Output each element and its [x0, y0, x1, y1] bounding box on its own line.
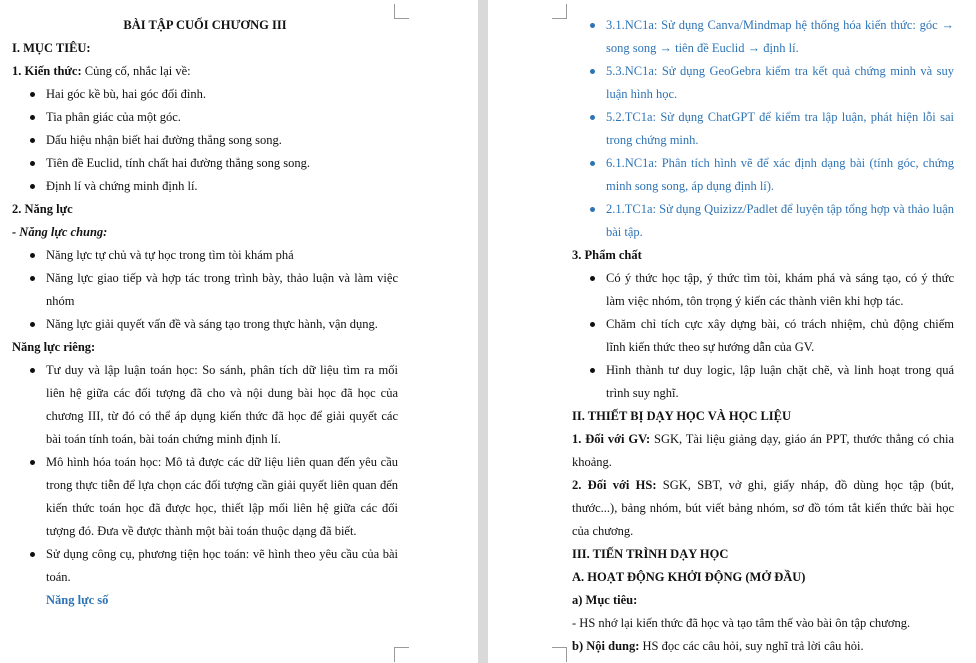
page-corner-marker	[552, 4, 567, 19]
goal-text: - HS nhớ lại kiến thức đã học và tạo tâm thế vào bài ôn tập chương.	[572, 616, 911, 630]
list-item: Chăm chỉ tích cực xây dựng bài, có trách nhiệm, chủ động chiếm lĩnh kiến thức theo sự hướng dẫn của GV.	[572, 313, 954, 359]
left-page-content	[12, 14, 398, 612]
document-page-left	[0, 0, 478, 663]
teacher-materials	[572, 428, 954, 474]
section-heading-process: III. TIẾN TRÌNH DẠY HỌC	[572, 547, 729, 561]
list-item: 3.1.NC1a: Sử dụng Canva/Mindmap hệ thống hóa kiến thức: góc → song song → tiên đề Euclid → định lí.	[572, 14, 954, 60]
list-item: Tư duy và lập luận toán học: So sánh, phân tích dữ liệu tìm ra mối liên hệ giữa các đối tượng đã cho và nội dung bài học đã học của chương III, từ đó có thể áp dụng kiến thức đã học để giải quyết các bài toán tính toán, bài toán chứng minh định lí.	[12, 359, 398, 451]
content-label: b) Nội dung:	[572, 639, 640, 653]
list-item: Có ý thức học tập, ý thức tìm tòi, khám phá và sáng tạo, có ý thức làm việc nhóm, tôn trọng ý kiến các thành viên khi hợp tác.	[572, 267, 954, 313]
list-item: 5.3.NC1a: Sử dụng GeoGebra kiểm tra kết quả chứng minh và suy luận hình học.	[572, 60, 954, 106]
list-item: Tia phân giác của một góc.	[12, 106, 398, 129]
digital-ability-list	[572, 14, 954, 244]
digital-ability-heading: Năng lực số	[46, 593, 109, 607]
page-gap	[478, 0, 488, 663]
list-item: Dấu hiệu nhận biết hai đường thẳng song song.	[12, 129, 398, 152]
general-ability-heading: - Năng lực chung:	[12, 225, 108, 239]
list-item: Năng lực giải quyết vấn đề và sáng tạo trong thực hành, vận dụng.	[12, 313, 398, 336]
quality-heading: 3. Phẩm chất	[572, 248, 642, 262]
goal-label: a) Mục tiêu:	[572, 593, 638, 607]
quality-list	[572, 267, 954, 405]
list-item: Năng lực giao tiếp và hợp tác trong trình bày, thảo luận và làm việc nhóm	[12, 267, 398, 313]
list-item: Mô hình hóa toán học: Mô tả được các dữ liệu liên quan đến yêu cầu trong thực tiễn để lựa chọn các đối tượng cần giải quyết liên quan đến kiến thức toán học đã được học, thiết lập mối liên hệ giữa các đối tượng đó. Đưa về được thành một bài toán thuộc dạng đã biết.	[12, 451, 398, 543]
page-corner-marker	[394, 647, 409, 662]
specific-ability-list	[12, 359, 398, 589]
content-line	[572, 635, 954, 658]
list-item: Sử dụng công cụ, phương tiện học toán: vẽ hình theo yêu cầu của bài toán.	[12, 543, 398, 589]
knowledge-label: 1. Kiến thức:	[12, 64, 82, 78]
knowledge-list	[12, 83, 398, 198]
list-item: Tiên đề Euclid, tính chất hai đường thẳng song song.	[12, 152, 398, 175]
teacher-label: 1. Đối với GV:	[572, 432, 651, 446]
list-item: Hình thành tư duy logic, lập luận chặt chẽ, và linh hoạt trong quá trình suy nghĩ.	[572, 359, 954, 405]
list-item: Hai góc kề bù, hai góc đối đỉnh.	[12, 83, 398, 106]
section-heading-equipment: II. THIẾT BỊ DẠY HỌC VÀ HỌC LIỆU	[572, 409, 792, 423]
content-text: HS đọc các câu hỏi, suy nghĩ trả lời câu hỏi.	[642, 639, 864, 653]
student-materials	[572, 474, 954, 543]
right-page-content	[572, 14, 954, 658]
activity-heading: A. HOẠT ĐỘNG KHỞI ĐỘNG (MỞ ĐẦU)	[572, 570, 806, 584]
knowledge-intro: Củng cố, nhắc lại về:	[84, 64, 191, 78]
document-title: BÀI TẬP CUỐI CHƯƠNG III	[123, 18, 287, 32]
ability-heading: 2. Năng lực	[12, 202, 73, 216]
specific-ability-heading: Năng lực riêng:	[12, 340, 96, 354]
teacher-text: SGK, Tài liệu giảng dạy, giáo án PPT, thước thẳng có chia khoảng.	[572, 432, 955, 469]
list-item: 2.1.TC1a: Sử dụng Quizizz/Padlet để luyện tập tổng hợp và thảo luận bài tập.	[572, 198, 954, 244]
list-item: 5.2.TC1a: Sử dụng ChatGPT để kiểm tra lập luận, phát hiện lỗi sai trong chứng minh.	[572, 106, 954, 152]
document-page-right	[488, 0, 976, 663]
list-item: Năng lực tự chủ và tự học trong tìm tòi khám phá	[12, 244, 398, 267]
student-label: 2. Đối với HS:	[572, 478, 657, 492]
student-text: SGK, SBT, vở ghi, giấy nháp, đồ dùng học tập (bút, thước...), bảng nhóm, bút viết bảng nhóm, sơ đồ tóm tắt kiến thức bài học của chương.	[572, 478, 954, 538]
page-corner-marker	[552, 647, 567, 662]
list-item: 6.1.NC1a: Phân tích hình vẽ để xác định dạng bài (tính góc, chứng minh song song, áp dụng định lí).	[572, 152, 954, 198]
list-item: Định lí và chứng minh định lí.	[12, 175, 398, 198]
section-heading-objectives: I. MỤC TIÊU:	[12, 41, 91, 55]
knowledge-line	[12, 60, 398, 83]
general-ability-list	[12, 244, 398, 336]
